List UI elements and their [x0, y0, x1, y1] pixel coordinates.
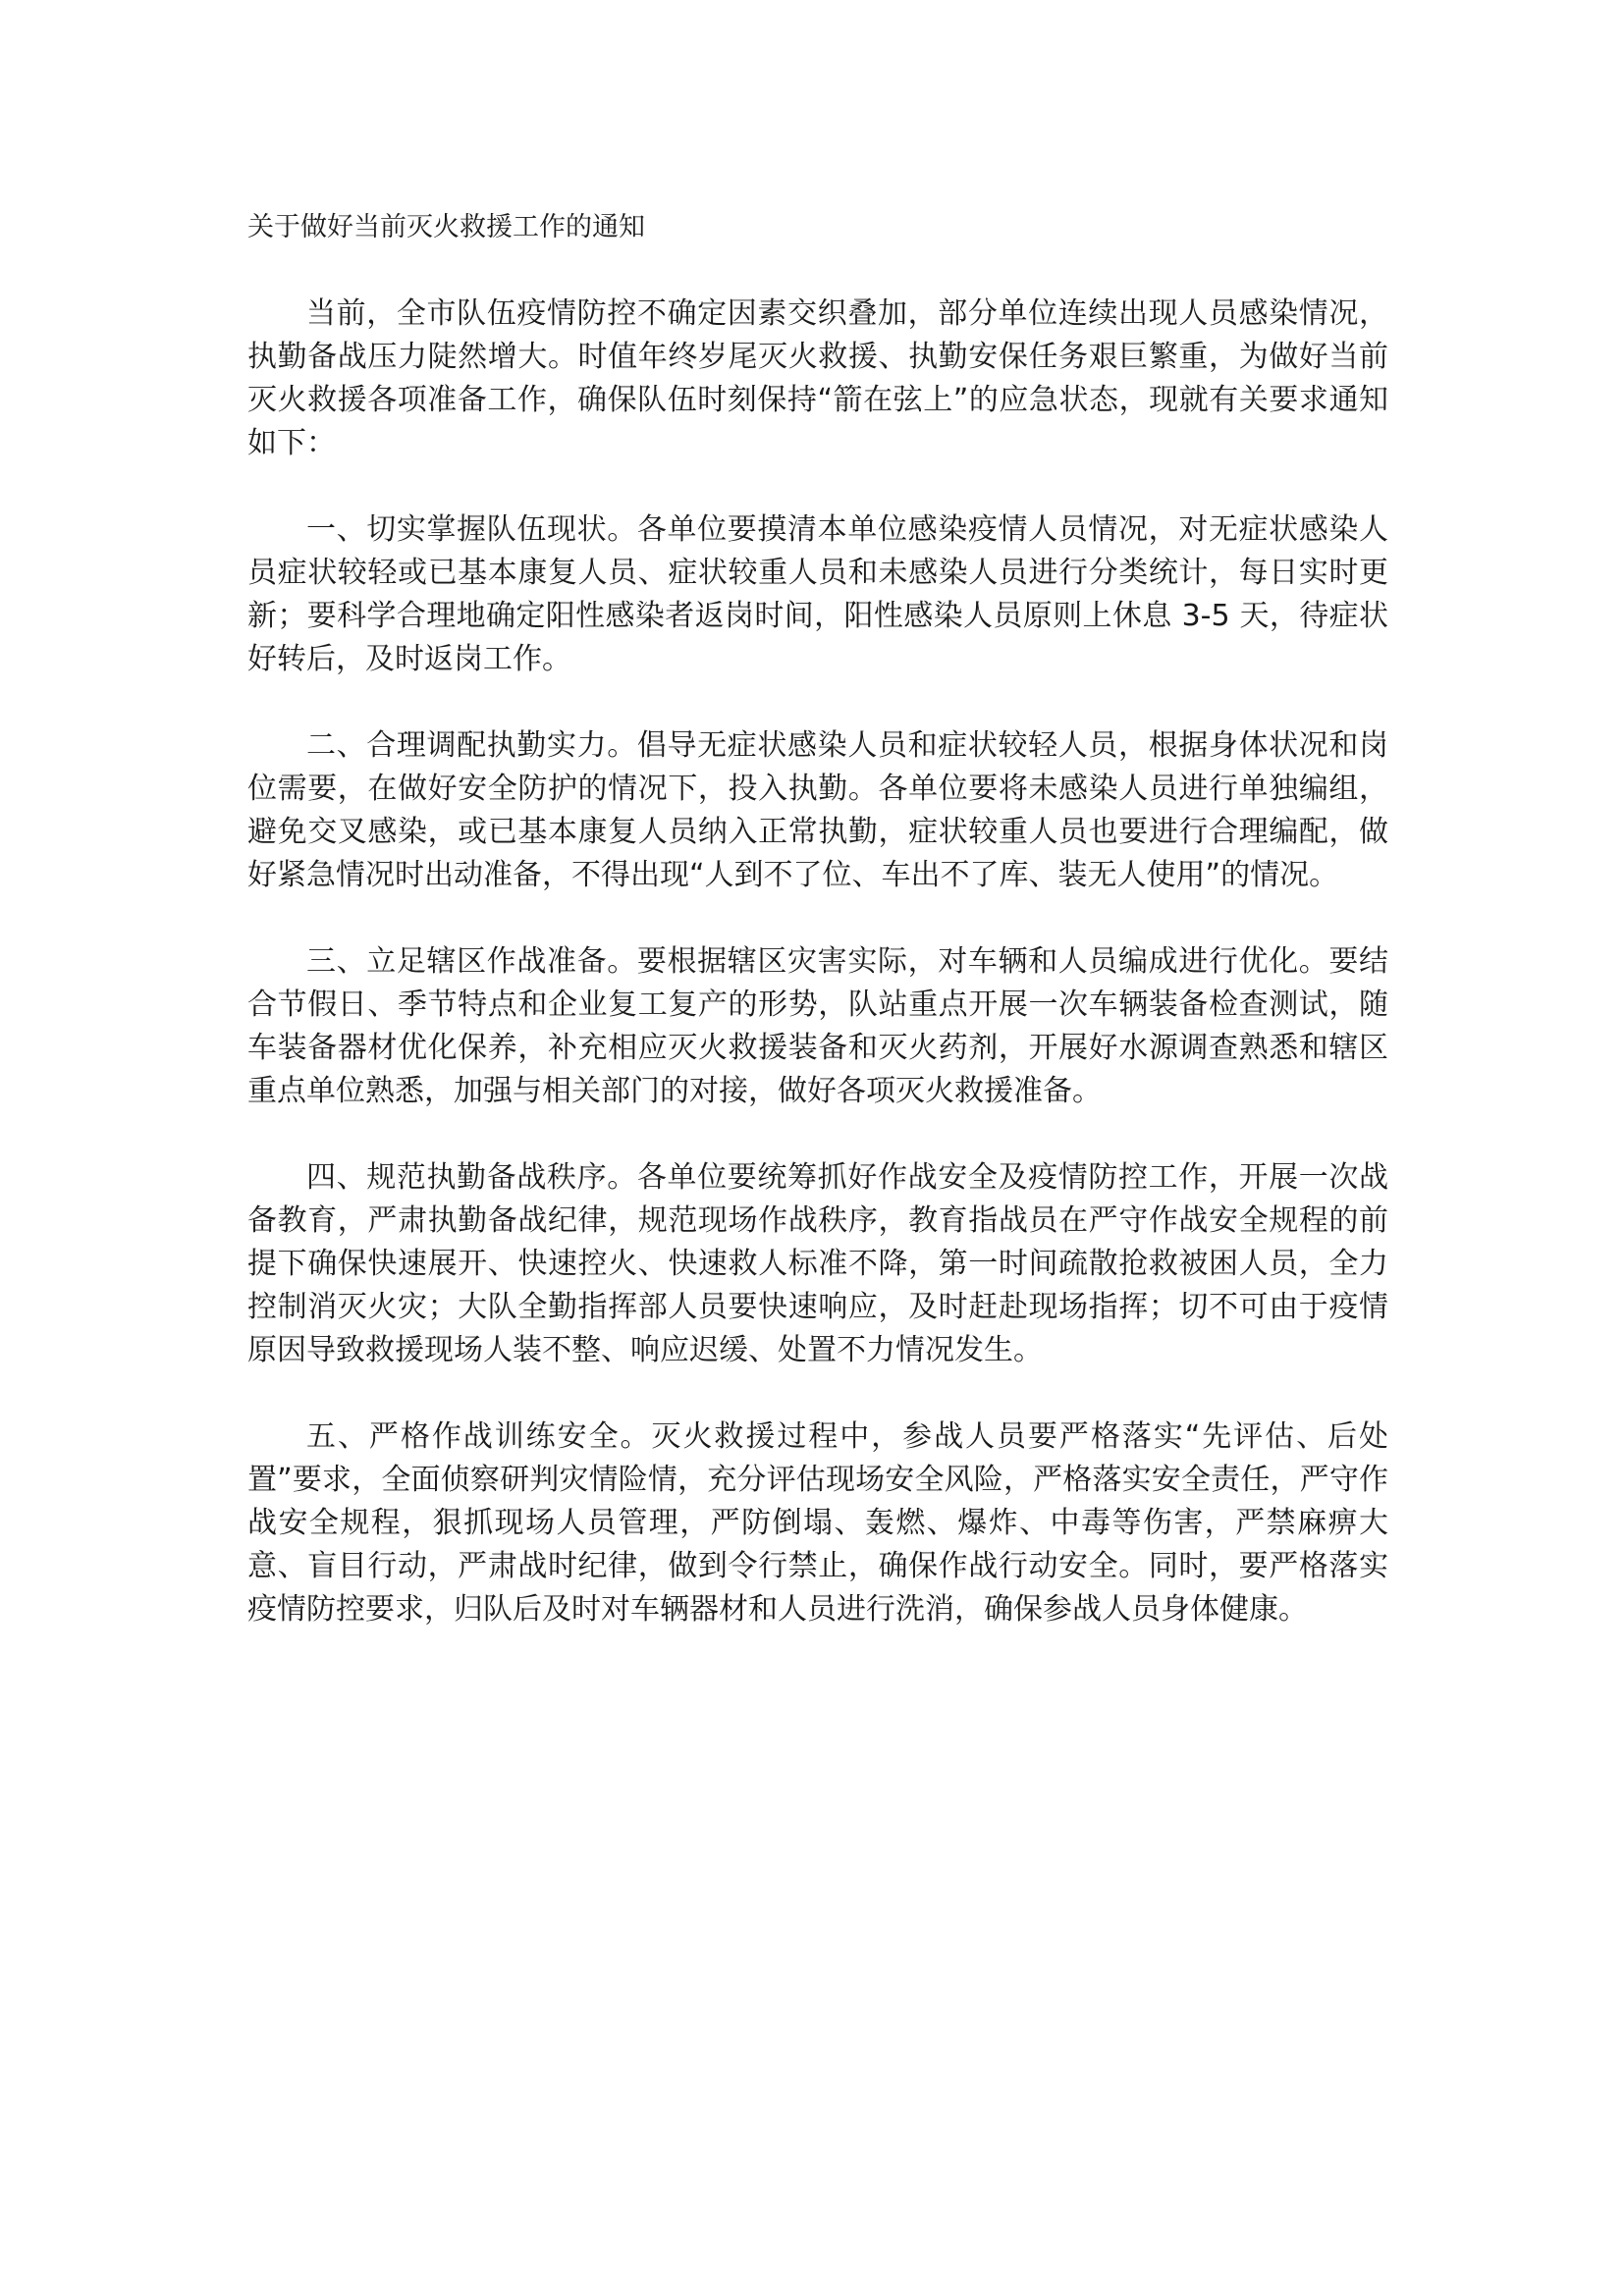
- section-5-paragraph: 五、严格作战训练安全。灭火救援过程中，参战人员要严格落实“先评估、后处置”要求，全面侦察研判灾情险情，充分评估现场安全风险，严格落实安全责任，严守作战安全规程，狠抓现场人员管理，严防倒塌、轰燃、爆炸、中毒等伤害，严禁麻痹大意、盲目行动，严肃战时纪律，做到令行禁止，确保作战行动安全。同时，要严格落实疫情防控要求，归队后及时对车辆器材和人员进行洗消，确保参战人员身体健康。: [247, 1419, 1388, 1627]
- section-1-paragraph: 一、切实掌握队伍现状。各单位要摸清本单位感染疫情人员情况，对无症状感染人员症状较轻或已基本康复人员、症状较重人员和未感染人员进行分类统计，每日实时更新；要科学合理地确定阳性感染者返岗时间，阳性感染人员原则上休息 3-5 天，待症状好转后，及时返岗工作。: [247, 512, 1388, 676]
- document-page: [247, 206, 1388, 1675]
- document-title: 关于做好当前灭火救援工作的通知: [247, 212, 645, 242]
- intro-paragraph: 当前，全市队伍疫情防控不确定因素交织叠加，部分单位连续出现人员感染情况，执勤备战压力陡然增大。时值年终岁尾灭火救援、执勤安保任务艰巨繁重，为做好当前灭火救援各项准备工作，确保队伍时刻保持“箭在弦上”的应急状态，现就有关要求通知如下：: [247, 296, 1388, 460]
- section-4-paragraph: 四、规范执勤备战秩序。各单位要统筹抓好作战安全及疫情防控工作，开展一次战备教育，严肃执勤备战纪律，规范现场作战秩序，教育指战员在严守作战安全规程的前提下确保快速展开、快速控火、快速救人标准不降，第一时间疏散抢救被困人员，全力控制消灭火灾；大队全勤指挥部人员要快速响应，及时赶赴现场指挥；切不可由于疫情原因导致救援现场人装不整、响应迟缓、处置不力情况发生。: [247, 1160, 1388, 1367]
- section-2-paragraph: 二、合理调配执勤实力。倡导无症状感染人员和症状较轻人员，根据身体状况和岗位需要，在做好安全防护的情况下，投入执勤。各单位要将未感染人员进行单独编组，避免交叉感染，或已基本康复人员纳入正常执勤，症状较重人员也要进行合理编配，做好紧急情况时出动准备，不得出现“人到不了位、车出不了库、装无人使用”的情况。: [247, 728, 1388, 892]
- section-3-paragraph: 三、立足辖区作战准备。要根据辖区灾害实际，对车辆和人员编成进行优化。要结合节假日、季节特点和企业复工复产的形势，队站重点开展一次车辆装备检查测试，随车装备器材优化保养，补充相应灭火救援装备和灭火药剂，开展好水源调查熟悉和辖区重点单位熟悉，加强与相关部门的对接，做好各项灭火救援准备。: [247, 944, 1388, 1108]
